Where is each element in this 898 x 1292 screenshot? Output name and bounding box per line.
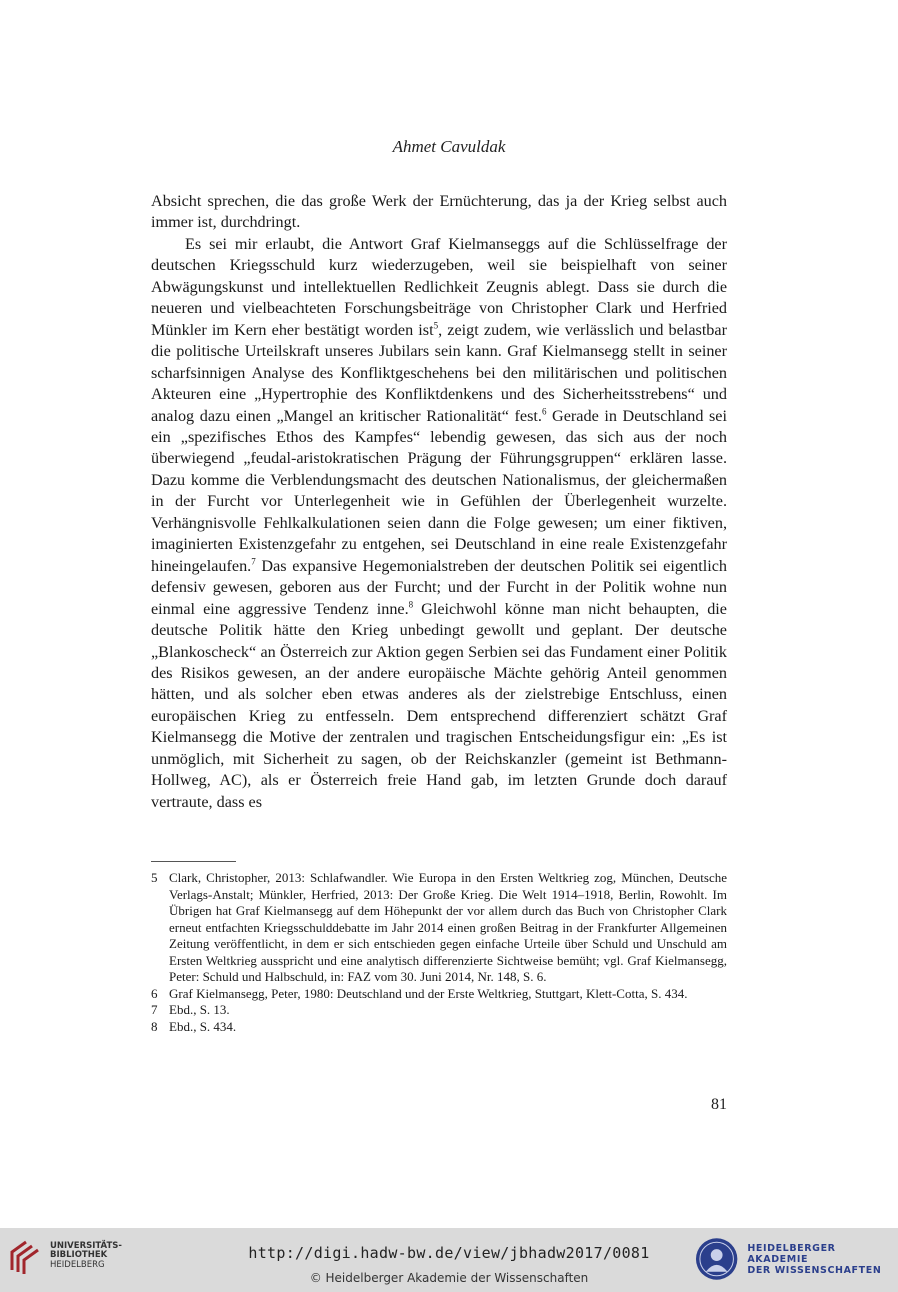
academy-name — [747, 1243, 898, 1276]
footnote — [151, 1002, 727, 1019]
paragraph — [151, 234, 727, 813]
paragraph-text: Absicht sprechen, die das große Werk der Ernüchterung, das ja der Krieg selbst auch immer ist, durchdringt. — [151, 192, 727, 232]
permalink-url[interactable]: http://digi.hadw-bw.de/view/jbhadw2017/0081 — [248, 1244, 650, 1262]
uni-line-3: HEIDELBERG — [50, 1259, 105, 1270]
paragraph-text: Gleichwohl könne man nicht behaupten, die deutsche Politik hätte den Krieg unbedingt gewollt und geplant. Der deutsche „Blankoscheck“ an Österreich zur Aktion gegen Serbien sei das Fundament einer Politik des Risikos gewesen, an der andere europäische Mächte gehörig Anteil genommen hätten, und als solcher eben etwas anderes als der zielstrebige Entschluss, einen europäischen Krieg zu entfesseln. Dem entsprechend differenziert schätzt Graf Kielmansegg die Motive der zentralen und tragischen Entscheidungsfigur ein: „Es ist unmöglich, mit Sicherheit zu sagen, ob der Reichskanzler (gemeint ist Bethmann-Hollweg, AC), als er Österreich freie Hand gab, im letzten Grunde doch darauf vertraute, dass es — [151, 599, 727, 811]
footnote — [151, 1019, 727, 1036]
academy-line-1: HEIDELBERGER AKADEMIE — [747, 1242, 836, 1265]
paragraph-text: Gerade in Deutschland sei ein „spezifisches Ethos des Kampfes“ lebendig gewesen, das sich aus der noch überwiegend „feudal-aristokratischen Prägung der Führungsgruppen“ erklären lasse. Dazu komme die Verblendungsmacht des deutschen Nationalismus, der gleichermaßen in der Furcht vor Unterlegenheit wie in Gefühlen der Überlegenheit wurzelte. Verhängnisvolle Fehlkalkulationen seien dann die Folge gewesen; um einer fiktiven, imaginierten Existenzgefahr zu entgehen, sei Deutschland in eine reale Existenzgefahr hineingelaufen. — [151, 406, 727, 575]
academy-logo[interactable] — [694, 1236, 898, 1282]
footnote-separator — [151, 861, 236, 862]
footnotes — [151, 870, 727, 1035]
page-number: 81 — [711, 1096, 727, 1113]
footnote-number: 8 — [151, 1018, 158, 1034]
body-text — [151, 191, 727, 813]
uni-line-1: UNIVERSITÄTS- — [50, 1240, 122, 1251]
paragraph-text: Das expansive Hegemonialstreben der deutschen Politik sei eigentlich defensiv gewesen, geboren aus der Furcht; und der Furcht in der Politik wohne nun einmal eine aggressive Tendenz inne. — [151, 556, 727, 618]
footnote-reference[interactable]: 5 — [433, 320, 439, 331]
footnote-number: 6 — [151, 985, 158, 1001]
footnote-text: Ebd., S. 13. — [169, 1002, 230, 1017]
footnote-text: Ebd., S. 434. — [169, 1018, 237, 1034]
footnote-reference[interactable]: 6 — [541, 406, 547, 417]
footnote — [151, 986, 727, 1003]
footnote-number: 7 — [151, 1002, 158, 1017]
footnote-reference[interactable]: 7 — [251, 556, 256, 567]
copyright-notice: © Heidelberger Akademie der Wissenschaften — [309, 1271, 589, 1285]
footnote-reference[interactable]: 8 — [408, 599, 414, 610]
footnote — [151, 870, 727, 986]
footnote-text: Clark, Christopher, 2013: Schlafwandler. Wie Europa in den Ersten Weltkrieg zog, München, Deutsche Verlags-Anstalt; Münkler, Herfried, 2013: Der Große Krieg. Die Welt 1914–1918, Berlin, Rowohlt. Im Übrigen hat Graf Kielmansegg auf dem Höhepunkt der vor allem durch das Buch von Christopher Clark erneut entfachten Kriegsschulddebatte im Jahr 2014 einen großen Beitrag in der Frankfurter Allgemeinen Zeitung veröffentlicht, in dem er sich entschieden gegen einfache Urteile über Schuld und Unschuld am Ersten Weltkrieg ausspricht und eine analytisch differenzierte Sichtweise bemüht; vgl. Graf Kielmansegg, Peter: Schuld und Halbschuld, in: FAZ vom 30. Juni 2014, Nr. 148, S. 6. — [169, 870, 727, 984]
digitization-footer — [0, 1228, 898, 1292]
academy-seal-icon — [694, 1236, 739, 1282]
footnote-text: Graf Kielmansegg, Peter, 1980: Deutschland und der Erste Weltkrieg, Stuttgart, Klett-Cotta, S. 434. — [169, 985, 688, 1001]
footnote-number: 5 — [151, 870, 158, 885]
paragraph-text: , zeigt zudem, wie verlässlich und belastbar die politische Urteilskraft unseres Jubilars sein kann. Graf Kielmansegg stellt in seiner scharfsinnigen Analyse des Konfliktgeschehens bei den militärischen und politischen Akteuren eine „Hypertrophie des Konfliktdenkens und des Sicherheitsstrebens“ und analog dazu einen „Mangel an kritischer Rationalität“ fest. — [151, 320, 727, 425]
running-head: Ahmet Cavuldak — [392, 137, 506, 156]
paragraph — [151, 191, 727, 234]
paragraph-text: Es sei mir erlaubt, die Antwort Graf Kielmanseggs auf die Schlüsselfrage der deutschen Kriegsschuld kurz wiederzugeben, weil sie beispielhaft von seiner Abwägungskunst und intellektuellen Redlichkeit Zeugnis ablegt. Dass sie durch die neueren und vielbeachteten Forschungsbeiträge von Christopher Clark und Herfried Münkler im Kern eher bestätigt worden ist — [151, 234, 727, 339]
uni-line-2: BIBLIOTHEK — [50, 1250, 108, 1261]
academy-line-2: DER WISSENSCHAFTEN — [747, 1264, 882, 1276]
